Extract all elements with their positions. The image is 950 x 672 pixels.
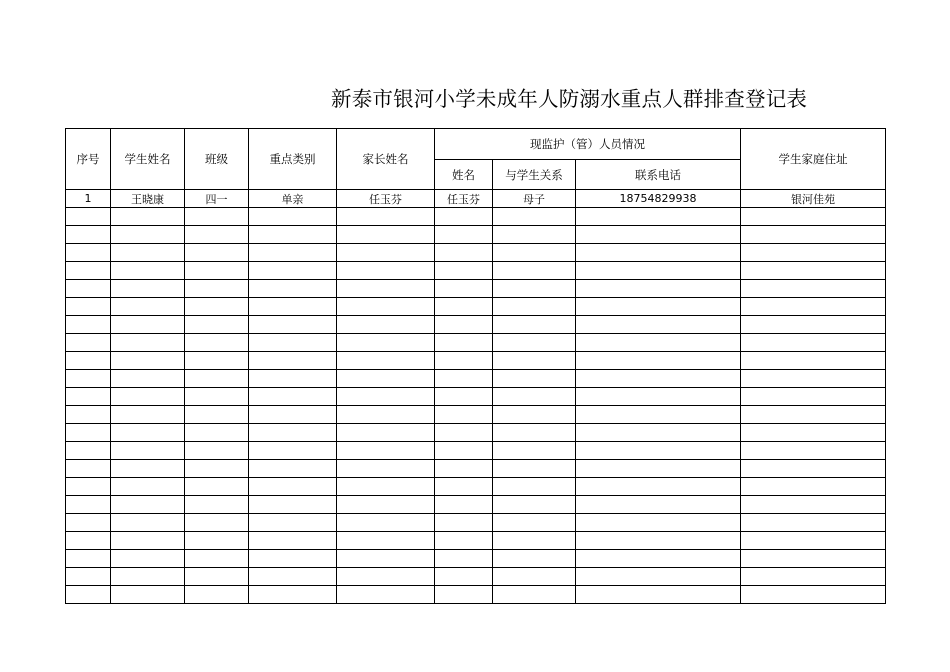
cell-parent-name (337, 496, 435, 514)
cell-category (249, 478, 337, 496)
cell-relation (493, 226, 576, 244)
table-row (66, 478, 886, 496)
cell-address (741, 406, 886, 424)
cell-relation (493, 370, 576, 388)
cell-student-name: 王晓康 (111, 190, 185, 208)
cell-class (185, 586, 249, 604)
cell-phone (576, 262, 741, 280)
cell-phone: 18754829938 (576, 190, 741, 208)
cell-guardian-name (435, 370, 493, 388)
cell-guardian-name (435, 514, 493, 532)
cell-category (249, 442, 337, 460)
cell-address (741, 280, 886, 298)
cell-student-name (111, 586, 185, 604)
cell-category (249, 550, 337, 568)
cell-index (66, 514, 111, 532)
cell-phone (576, 442, 741, 460)
cell-phone (576, 208, 741, 226)
table-row (66, 262, 886, 280)
cell-address (741, 532, 886, 550)
cell-class (185, 568, 249, 586)
cell-parent-name (337, 298, 435, 316)
cell-phone (576, 280, 741, 298)
cell-phone (576, 244, 741, 262)
cell-phone (576, 586, 741, 604)
cell-relation (493, 388, 576, 406)
cell-parent-name (337, 388, 435, 406)
cell-address: 银河佳苑 (741, 190, 886, 208)
cell-relation (493, 208, 576, 226)
cell-parent-name (337, 424, 435, 442)
cell-student-name (111, 334, 185, 352)
cell-class (185, 406, 249, 424)
cell-student-name (111, 244, 185, 262)
cell-guardian-name (435, 424, 493, 442)
cell-address (741, 226, 886, 244)
cell-index (66, 370, 111, 388)
cell-class (185, 478, 249, 496)
cell-phone (576, 496, 741, 514)
cell-parent-name (337, 442, 435, 460)
cell-phone (576, 316, 741, 334)
cell-student-name (111, 568, 185, 586)
cell-category (249, 226, 337, 244)
header-phone: 联系电话 (576, 160, 741, 190)
cell-phone (576, 352, 741, 370)
cell-index (66, 334, 111, 352)
cell-parent-name (337, 406, 435, 424)
cell-class (185, 550, 249, 568)
cell-address (741, 388, 886, 406)
cell-relation (493, 280, 576, 298)
table-row (66, 280, 886, 298)
cell-address (741, 514, 886, 532)
cell-address (741, 352, 886, 370)
cell-category: 单亲 (249, 190, 337, 208)
table-row (66, 568, 886, 586)
cell-parent-name (337, 280, 435, 298)
cell-relation (493, 244, 576, 262)
cell-category (249, 568, 337, 586)
cell-class (185, 460, 249, 478)
cell-relation: 母子 (493, 190, 576, 208)
cell-address (741, 334, 886, 352)
cell-student-name (111, 406, 185, 424)
cell-relation (493, 424, 576, 442)
cell-category (249, 262, 337, 280)
cell-guardian-name (435, 550, 493, 568)
cell-guardian-name: 任玉芬 (435, 190, 493, 208)
cell-index (66, 496, 111, 514)
cell-class (185, 244, 249, 262)
table-row (66, 388, 886, 406)
cell-parent-name (337, 370, 435, 388)
cell-parent-name (337, 226, 435, 244)
cell-address (741, 550, 886, 568)
cell-relation (493, 406, 576, 424)
table-row (66, 532, 886, 550)
table-row (66, 550, 886, 568)
cell-category (249, 316, 337, 334)
cell-student-name (111, 496, 185, 514)
cell-category (249, 334, 337, 352)
cell-guardian-name (435, 316, 493, 334)
table-row (66, 514, 886, 532)
cell-category (249, 496, 337, 514)
cell-guardian-name (435, 496, 493, 514)
cell-guardian-name (435, 262, 493, 280)
header-class: 班级 (185, 129, 249, 190)
cell-index (66, 442, 111, 460)
cell-address (741, 496, 886, 514)
cell-guardian-name (435, 208, 493, 226)
cell-class (185, 388, 249, 406)
cell-index (66, 226, 111, 244)
cell-category (249, 424, 337, 442)
cell-class (185, 496, 249, 514)
cell-class (185, 298, 249, 316)
table-body (66, 190, 886, 604)
cell-parent-name (337, 460, 435, 478)
cell-relation (493, 298, 576, 316)
cell-student-name (111, 262, 185, 280)
cell-index (66, 280, 111, 298)
cell-category (249, 280, 337, 298)
cell-parent-name (337, 334, 435, 352)
table-row (66, 208, 886, 226)
cell-guardian-name (435, 586, 493, 604)
cell-parent-name (337, 532, 435, 550)
cell-student-name (111, 514, 185, 532)
table-row (66, 424, 886, 442)
cell-student-name (111, 208, 185, 226)
cell-student-name (111, 316, 185, 334)
cell-class (185, 316, 249, 334)
cell-phone (576, 550, 741, 568)
cell-parent-name (337, 244, 435, 262)
cell-index (66, 550, 111, 568)
cell-phone (576, 460, 741, 478)
cell-index (66, 262, 111, 280)
cell-index (66, 424, 111, 442)
cell-student-name (111, 370, 185, 388)
cell-parent-name (337, 550, 435, 568)
cell-guardian-name (435, 334, 493, 352)
cell-relation (493, 478, 576, 496)
cell-class (185, 424, 249, 442)
cell-guardian-name (435, 406, 493, 424)
cell-student-name (111, 460, 185, 478)
cell-student-name (111, 442, 185, 460)
cell-phone (576, 298, 741, 316)
cell-parent-name (337, 208, 435, 226)
cell-phone (576, 406, 741, 424)
table-row (66, 334, 886, 352)
cell-class: 四一 (185, 190, 249, 208)
cell-class (185, 532, 249, 550)
cell-relation (493, 460, 576, 478)
cell-parent-name (337, 514, 435, 532)
cell-parent-name: 任玉芬 (337, 190, 435, 208)
cell-guardian-name (435, 568, 493, 586)
cell-category (249, 460, 337, 478)
header-address: 学生家庭住址 (741, 129, 886, 190)
cell-address (741, 478, 886, 496)
cell-student-name (111, 352, 185, 370)
cell-guardian-name (435, 442, 493, 460)
cell-address (741, 424, 886, 442)
cell-category (249, 298, 337, 316)
registration-table (65, 128, 886, 604)
table-row (66, 298, 886, 316)
cell-parent-name (337, 478, 435, 496)
table-row (66, 244, 886, 262)
cell-category (249, 406, 337, 424)
cell-class (185, 352, 249, 370)
cell-phone (576, 226, 741, 244)
cell-index (66, 298, 111, 316)
cell-relation (493, 532, 576, 550)
cell-student-name (111, 226, 185, 244)
cell-phone (576, 532, 741, 550)
cell-address (741, 244, 886, 262)
cell-phone (576, 370, 741, 388)
cell-relation (493, 586, 576, 604)
cell-relation (493, 568, 576, 586)
cell-index (66, 244, 111, 262)
cell-category (249, 208, 337, 226)
table-row (66, 586, 886, 604)
cell-class (185, 442, 249, 460)
cell-index (66, 532, 111, 550)
cell-guardian-name (435, 532, 493, 550)
cell-category (249, 532, 337, 550)
cell-address (741, 316, 886, 334)
cell-index: 1 (66, 190, 111, 208)
cell-category (249, 586, 337, 604)
cell-index (66, 568, 111, 586)
cell-phone (576, 514, 741, 532)
cell-index (66, 586, 111, 604)
header-student-name: 学生姓名 (111, 129, 185, 190)
cell-parent-name (337, 262, 435, 280)
cell-class (185, 262, 249, 280)
header-guardian-name: 姓名 (435, 160, 493, 190)
cell-phone (576, 478, 741, 496)
cell-relation (493, 334, 576, 352)
cell-category (249, 370, 337, 388)
cell-category (249, 388, 337, 406)
table-row (66, 442, 886, 460)
cell-address (741, 460, 886, 478)
cell-guardian-name (435, 460, 493, 478)
cell-category (249, 514, 337, 532)
cell-student-name (111, 388, 185, 406)
table-row (66, 496, 886, 514)
table-row (66, 352, 886, 370)
header-guardian-group: 现监护（管）人员情况 (435, 129, 741, 160)
header-relation: 与学生关系 (493, 160, 576, 190)
cell-parent-name (337, 316, 435, 334)
cell-index (66, 388, 111, 406)
table-row (66, 460, 886, 478)
cell-address (741, 568, 886, 586)
cell-category (249, 244, 337, 262)
cell-index (66, 460, 111, 478)
cell-relation (493, 352, 576, 370)
cell-phone (576, 334, 741, 352)
cell-class (185, 334, 249, 352)
cell-index (66, 478, 111, 496)
header-index: 序号 (66, 129, 111, 190)
cell-category (249, 352, 337, 370)
cell-guardian-name (435, 244, 493, 262)
cell-guardian-name (435, 388, 493, 406)
table-row (66, 370, 886, 388)
header-category: 重点类别 (249, 129, 337, 190)
cell-index (66, 316, 111, 334)
table-row (66, 316, 886, 334)
cell-relation (493, 550, 576, 568)
cell-class (185, 280, 249, 298)
cell-guardian-name (435, 478, 493, 496)
table-row (66, 406, 886, 424)
cell-class (185, 208, 249, 226)
cell-phone (576, 424, 741, 442)
cell-address (741, 262, 886, 280)
cell-address (741, 208, 886, 226)
cell-class (185, 226, 249, 244)
cell-phone (576, 568, 741, 586)
table-row (66, 226, 886, 244)
cell-relation (493, 262, 576, 280)
cell-student-name (111, 424, 185, 442)
cell-parent-name (337, 586, 435, 604)
cell-index (66, 208, 111, 226)
cell-guardian-name (435, 298, 493, 316)
cell-phone (576, 388, 741, 406)
cell-student-name (111, 550, 185, 568)
cell-relation (493, 514, 576, 532)
cell-parent-name (337, 568, 435, 586)
table-row (66, 190, 886, 208)
cell-parent-name (337, 352, 435, 370)
cell-address (741, 298, 886, 316)
cell-relation (493, 496, 576, 514)
cell-guardian-name (435, 280, 493, 298)
cell-student-name (111, 298, 185, 316)
cell-student-name (111, 280, 185, 298)
cell-guardian-name (435, 226, 493, 244)
cell-address (741, 586, 886, 604)
cell-student-name (111, 532, 185, 550)
cell-class (185, 514, 249, 532)
cell-class (185, 370, 249, 388)
page-title: 新泰市银河小学未成年人防溺水重点人群排查登记表 (331, 87, 808, 111)
cell-student-name (111, 478, 185, 496)
cell-guardian-name (435, 352, 493, 370)
cell-relation (493, 316, 576, 334)
cell-index (66, 406, 111, 424)
cell-address (741, 370, 886, 388)
cell-index (66, 352, 111, 370)
cell-relation (493, 442, 576, 460)
cell-address (741, 442, 886, 460)
header-parent-name: 家长姓名 (337, 129, 435, 190)
